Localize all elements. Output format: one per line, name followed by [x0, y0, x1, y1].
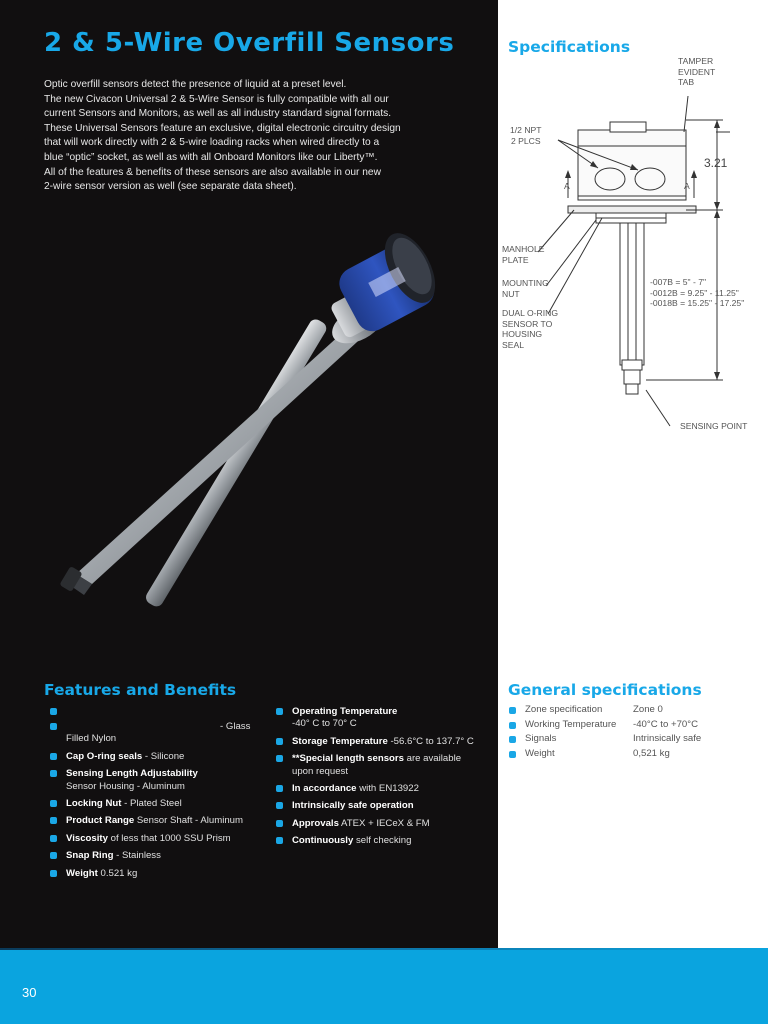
specifications-heading: Specifications	[508, 38, 631, 56]
height-dimension-label: 3.21	[704, 156, 728, 170]
page-footer	[0, 950, 768, 1024]
bullet-icon	[50, 753, 57, 760]
page-title: 2 & 5-Wire Overfill Sensors	[44, 28, 455, 58]
bullet-icon	[509, 751, 516, 758]
bullet-icon	[276, 708, 283, 715]
list-item: Operating Temperature -40° C to 70° C	[270, 706, 485, 731]
bullet-icon	[50, 852, 57, 859]
general-specs-heading: General specifications	[508, 681, 702, 699]
page-number: 30	[22, 985, 37, 1000]
label-line: PLATE	[502, 254, 529, 265]
intro-line: The new Civacon Universal 2 & 5-Wire Sensor is fully compatible with all our	[44, 93, 389, 105]
section-mark-left: A	[564, 181, 570, 191]
bullet-icon	[50, 817, 57, 824]
label-line: -0012B = 9.25" - 11.25"	[650, 287, 739, 298]
table-row	[508, 748, 701, 763]
list-item: Weight 0.521 kg	[44, 868, 259, 880]
bullet-icon	[50, 835, 57, 842]
features-list-col1	[44, 706, 259, 885]
spec-key: Zone specification	[525, 704, 603, 715]
sensor-product-photo	[40, 232, 460, 612]
bullet-icon	[509, 707, 516, 714]
spec-value: -40°C to +70°C	[633, 718, 699, 730]
label-line: 1/2 NPT	[510, 125, 542, 135]
list-item: - Glass	[44, 721, 259, 733]
list-item: Continuously self checking	[270, 835, 485, 847]
bullet-icon	[276, 837, 283, 844]
list-item: Sensing Length Adjustability	[44, 768, 259, 780]
list-item: Viscosity of less that 1000 SSU Prism	[44, 833, 259, 845]
label-line: EVIDENT	[678, 66, 716, 77]
label-line: SEAL	[502, 339, 524, 350]
list-item: Storage Temperature -56.6°C to 137.7° C	[270, 736, 485, 748]
list-item: Cap O-ring seals - Silicone	[44, 751, 259, 763]
manhole-plate-label	[502, 244, 545, 265]
intro-line: Optic overfill sensors detect the presence of liquid at a preset level.	[44, 79, 347, 90]
intro-line: current Sensors and Monitors, as well as all industry standard signal formats.	[44, 108, 392, 120]
bullet-icon	[50, 723, 57, 730]
spec-value: Zone 0	[633, 704, 663, 715]
list-item: Approvals ATEX + IECeX & FM	[270, 818, 485, 830]
table-row	[508, 719, 701, 734]
label-line: MOUNTING	[502, 278, 549, 288]
tamper-tab-label	[678, 56, 715, 88]
intro-line: that will work directly with 2 & 5-wire loading racks when wired directly to a	[44, 137, 380, 149]
label-line: DUAL O-RING	[502, 308, 559, 318]
label-line: -0018B = 15.25" - 17.25"	[650, 298, 745, 309]
label-line: NUT	[502, 288, 520, 299]
intro-line: blue “optic” socket, as well as with all Onboard Monitors like our Liberty™.	[44, 151, 378, 163]
bullet-icon	[276, 820, 283, 827]
label-line: TAB	[678, 77, 695, 88]
spec-key: Working Temperature	[525, 718, 617, 730]
label-line: -007B = 5" - 7"	[650, 277, 707, 287]
list-item: Intrinsically safe operation	[270, 800, 485, 812]
list-item	[44, 706, 259, 716]
bullet-icon	[50, 870, 57, 877]
list-item: Filled Nylon	[66, 733, 117, 745]
list-item: Snap Ring - Stainless	[44, 850, 259, 862]
bullet-icon	[509, 722, 516, 729]
bullet-icon	[276, 802, 283, 809]
section-mark-right: A	[684, 181, 690, 191]
sensing-point-label: SENSING POINT	[680, 421, 748, 431]
list-item: Product Range Sensor Shaft - Aluminum	[44, 815, 259, 827]
spec-value: Intrinsically safe	[633, 733, 702, 745]
npt-label	[510, 125, 542, 146]
oring-seal-label	[502, 308, 558, 350]
spec-value: 0,521 kg	[633, 747, 670, 759]
intro-line: 2-wire sensor version as well (see separate data sheet).	[44, 181, 297, 193]
features-list-col2	[270, 706, 485, 853]
table-row	[508, 733, 701, 748]
label-line: HOUSING	[502, 329, 543, 340]
list-item: **Special length sensors are available upon request	[270, 753, 485, 778]
label-line: SENSOR TO	[502, 318, 553, 329]
spec-key: Weight	[525, 747, 555, 759]
length-options-label	[650, 277, 744, 309]
bullet-icon	[276, 738, 283, 745]
label-line: TAMPER	[678, 56, 714, 66]
list-item: Locking Nut - Plated Steel	[44, 798, 259, 810]
mounting-nut-label	[502, 278, 549, 299]
intro-line: These Universal Sensors feature an exclusive, digital electronic circuitry design	[44, 122, 401, 134]
list-item: Sensor Housing - Aluminum	[66, 780, 185, 792]
label-line: 2 PLCS	[511, 135, 541, 146]
spec-key: Signals	[525, 733, 557, 745]
bullet-icon	[50, 800, 57, 807]
features-heading: Features and Benefits	[44, 681, 237, 699]
list-item: In accordance with EN13922	[270, 783, 485, 795]
intro-line: All of the features & benefits of these sensors are also available in our new	[44, 166, 381, 178]
bullet-icon	[276, 785, 283, 792]
bullet-icon	[509, 736, 516, 743]
bullet-icon	[50, 708, 57, 715]
intro-paragraph	[44, 78, 464, 195]
bullet-icon	[50, 770, 57, 777]
table-row	[508, 704, 701, 719]
label-line: MANHOLE	[502, 244, 545, 254]
general-specs-table	[508, 704, 701, 762]
bullet-icon	[276, 755, 283, 762]
